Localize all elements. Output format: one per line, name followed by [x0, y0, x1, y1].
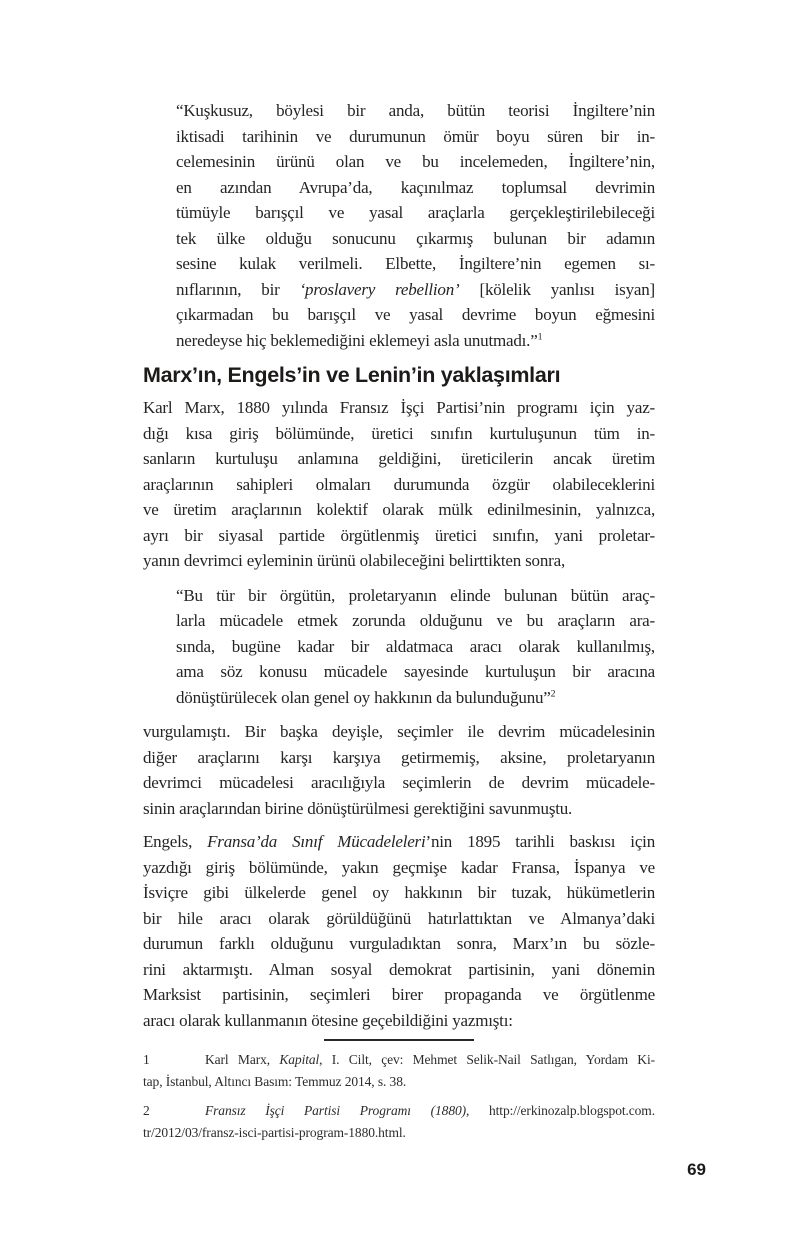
text-line: çıkarmadan bu barışçıl ve yasal devrime boyun eğmesini	[176, 305, 655, 324]
footnote-line: tap, İstanbul, Altıncı Basım: Temmuz 2014, s. 38.	[143, 1073, 407, 1089]
section-heading: Marx’ın, Engels’in ve Lenin’in yaklaşımları	[143, 363, 561, 387]
text-line: aracı olarak kullanmanın ötesine geçebildiğini yazmıştı:	[143, 1010, 513, 1030]
text-line: Engels, Fransa’da Sınıf Mücadeleleri’nin 1895 tarihli baskısı için	[143, 832, 655, 851]
text-line: dığı kısa giriş bölümünde, üretici sınıfın kurtuluşunun tüm in-	[143, 423, 655, 443]
text-line: dönüştürülecek olan genel oy hakkının da bulunduğunu”$^2$	[176, 687, 556, 707]
text-line: yanın devrimci eyleminin ürünü olabileceğini belirttikten sonra,	[143, 551, 565, 570]
text-line: bir hile aracı olarak görüldüğünü hatırlattıktan ve Almanya’daki	[143, 908, 655, 928]
footnote-line	[143, 1049, 655, 1071]
footnote-divider	[324, 1039, 474, 1041]
text-line: “Kuşkusuz, böylesi bir anda, bütün teorisi İngiltere’nin	[176, 101, 655, 120]
text-line: rini aktarmıştı. Alman sosyal demokrat partisinin, yani dönemin	[143, 959, 655, 979]
text-line: celemesinin ürünü olan ve bu incelemeden, İngiltere’nin,	[176, 152, 655, 171]
text-line: Karl Marx, 1880 yılında Fransız İşçi Partisi’nin programı için yaz-	[143, 398, 655, 417]
page-number: 69	[687, 1160, 706, 1179]
footnote-line: tr/2012/03/fransz-isci-partisi-program-1880.html.	[143, 1124, 406, 1140]
text-line: iktisadi tarihinin ve durumunun ömür boyu süren bir in-	[176, 126, 655, 146]
text-line: diğer araçlarını karşı karşıya getirmemiş, aksine, proletaryanın	[143, 747, 655, 767]
text-line: sında, bugüne kadar bir aldatmaca aracı olarak kullanılmış,	[176, 636, 655, 656]
text-line: en azından Avrupa’da, kaçınılmaz toplumsal devrimin	[176, 177, 655, 197]
text-line: larla mücadele etmek zorunda olduğunu ve bu araçların ara-	[176, 611, 655, 630]
text-line: tek ülke olduğu sonucunu çıkarmış bulunan bir adamın	[176, 228, 655, 248]
footnote-text: Fransız İşçi Partisi Programı (1880), http://erkinozalp.blogspot.com.	[205, 1103, 655, 1118]
block-quote-universal-suffrage	[176, 583, 655, 711]
text-line: ama söz konusu mücadele sayesinde kurtuluşun bir aracına	[176, 662, 655, 681]
footnote-text: Karl Marx, Kapital, I. Cilt, çev: Mehmet Selik-Nail Satlıgan, Yordam Ki-	[205, 1052, 655, 1067]
text-line: devrimci mücadelesi aracılığıyla seçimlerin de devrim mücadele-	[143, 773, 655, 792]
text-block	[143, 98, 655, 1151]
text-line: vurgulamıştı. Bir başka deyişle, seçimler ile devrim mücadelesinin	[143, 722, 655, 741]
paragraph-elections	[143, 719, 655, 821]
text-line: araçlarının sahipleri olmaları durumunda özgür olabileceklerini	[143, 474, 655, 494]
text-line: yazdığı giriş bölümünde, yakın geçmişe kadar Fransa, İspanya ve	[143, 857, 655, 877]
footnote-number: 2	[143, 1103, 150, 1118]
text-line: tümüyle barışçıl ve yasal araçlarla gerçekleştirilebileceği	[176, 203, 655, 222]
text-line: durumun farklı olduğunu vurguladıktan sonra, Marx’ın bu sözle-	[143, 934, 655, 953]
block-quote-marx-england	[176, 98, 655, 353]
text-line: Marksist partisinin, seçimleri birer propaganda ve örgütlenme	[143, 985, 655, 1004]
paragraph-marx-program	[143, 395, 655, 574]
footnote-number: 1	[143, 1052, 150, 1067]
text-line: sinin araçlarından birine dönüştürülmesi gerektiğini savunmuştu.	[143, 798, 573, 818]
text-line: İsviçre gibi ülkelerde genel oy hakkının bir tuzak, hükümetlerin	[143, 883, 655, 902]
text-line: ve üretim araçlarının kolektif olarak mülk edinilmesinin, yalnızca,	[143, 500, 655, 519]
text-line: nıflarının, bir ‘proslavery rebellion’ [kölelik yanlısı isyan]	[176, 279, 655, 299]
footnote	[143, 1049, 655, 1092]
footnote	[143, 1100, 655, 1143]
text-line: sanların kurtuluşu anlamına geldiğini, üreticilerin ancak üretim	[143, 449, 655, 468]
paragraph-engels	[143, 829, 655, 1033]
footnote-line	[143, 1100, 655, 1122]
text-line: sesine kulak verilmeli. Elbette, İngiltere’nin egemen sı-	[176, 254, 655, 273]
footnotes	[143, 1049, 655, 1143]
text-line: “Bu tür bir örgütün, proletaryanın elinde bulunan bütün araç-	[176, 585, 655, 605]
text-line: ayrı bir siyasal partide örgütlenmiş üretici sınıfın, yani proletar-	[143, 525, 655, 545]
text-line: neredeyse hiç beklemediğini eklemeyi asla unutmadı.”$^1$	[176, 330, 543, 350]
